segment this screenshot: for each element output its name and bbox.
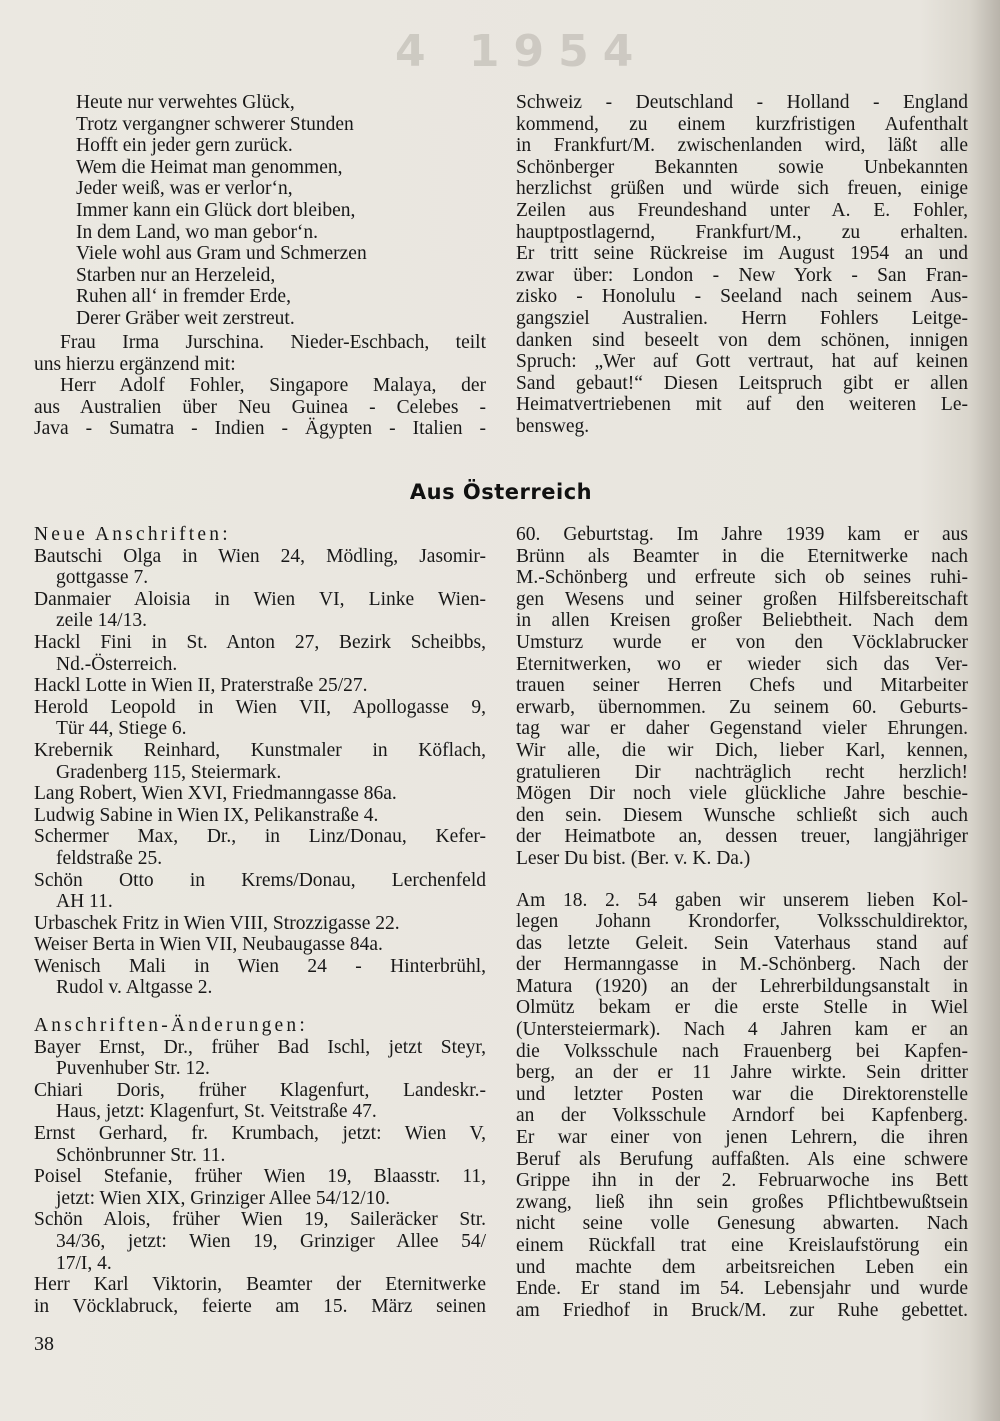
text-line: an der Volksschule Arndorf bei Kapfenberg.	[516, 1105, 968, 1127]
poem-line: Immer kann ein Glück dort bleiben,	[76, 199, 356, 221]
text-line: Spruch: „Wer auf Gott vertraut, hat auf keinen	[516, 351, 968, 373]
text-line: in allen Kreisen großer Beliebtheit. Nach dem	[516, 610, 968, 632]
intro-paragraph	[34, 332, 486, 440]
text-line: Hackl Fini in St. Anton 27, Bezirk Scheibbs,	[34, 631, 486, 653]
text-line: Danmaier Aloisia in Wien VI, Linke Wien-	[34, 588, 486, 610]
text-line: M.-Schönberg und erfreute sich ob seines ruhi-	[516, 567, 968, 589]
text-line: die Volksschule nach Frauenberg bei Kapfen-	[516, 1040, 968, 1062]
poem-line: Jeder weiß, was er verlor‘n,	[76, 178, 293, 200]
text-line: aus Australien über Neu Guinea - Celebes -	[34, 396, 486, 418]
address-entry	[34, 934, 486, 956]
text-line: 60. Geburtstag. Im Jahre 1939 kam er aus	[516, 524, 968, 545]
text-line: Poisel Stefanie, früher Wien 19, Blaasstr. 11,	[34, 1166, 486, 1188]
text-line: am Friedhof in Bruck/M. zur Ruhe gebettet.	[516, 1299, 968, 1321]
text-line: und letzter Posten war die Direktorenstelle	[516, 1083, 968, 1105]
text-line: danken sind beseelt von dem schönen, innigen	[516, 329, 968, 351]
text-line: feldstraße 25.	[56, 847, 163, 869]
new-addresses-title: Neue Anschriften:	[34, 524, 231, 545]
poem-line: Wem die Heimat man genommen,	[76, 156, 343, 178]
address-entry	[34, 783, 486, 805]
date-stamp: 4 1954	[395, 26, 648, 77]
text-line: einem Rückfall trat eine Kreislaufstörung ein	[516, 1235, 968, 1256]
text-line: das letzte Geleit. Sein Vaterhaus stand auf	[516, 932, 968, 954]
text-line: zisko - Honolulu - Seeland nach seinem Aus-	[516, 286, 968, 308]
poem-column	[76, 92, 456, 330]
fohler-column	[516, 92, 968, 438]
text-line: berg, an der er 11 Jahre wirkte. Sein dritter	[516, 1062, 968, 1084]
address-entry	[34, 956, 486, 999]
text-line: Herr Adolf Fohler, Singapore Malaya, der	[60, 375, 486, 397]
text-line: erwarb, übernommen. Zu seinem 60. Geburts-	[516, 696, 968, 718]
poem-line: Starben nur an Herzeleid,	[76, 264, 276, 286]
text-line: Lang Robert, Wien XVI, Friedmanngasse 86a.	[34, 783, 397, 805]
text-line: der Hermanngasse in M.-Schönberg. Nach der	[516, 954, 968, 976]
text-line: Schönbrunner Str. 11.	[56, 1144, 226, 1166]
section-heading-text: Aus Österreich	[409, 480, 593, 504]
poem-line: Heute nur verwehtes Glück,	[76, 92, 295, 113]
text-line: Ernst Gerhard, fr. Krumbach, jetzt: Wien V,	[34, 1123, 486, 1145]
text-line: kommend, zu einem kurzfristigen Aufenthalt	[516, 113, 968, 135]
text-line: Grippe ihn in der 2. Februarwoche ins Bett	[516, 1170, 968, 1192]
address-entry	[34, 740, 486, 783]
text-line: zeile 14/13.	[56, 610, 147, 632]
address-entry	[34, 826, 486, 869]
text-line: Beruf als Berufung auffaßten. Als eine schwere	[516, 1148, 968, 1170]
text-line: herzlichst grüßen und würde sich freuen, einige	[516, 178, 968, 200]
poem-line: In dem Land, wo man gebor‘n.	[76, 221, 319, 243]
text-line: in Frankfurt/M. zwischenlanden wird, läßt alle	[516, 135, 968, 157]
text-line: Frau Irma Jurschina. Nieder-Eschbach, teilt	[60, 332, 486, 353]
text-line: Eternitwerken, wo er wieder sich das Ver-	[516, 653, 968, 675]
text-line: gottgasse 7.	[56, 567, 149, 589]
text-line: gen Wesens und seiner großen Hilfsbereitschaft	[516, 588, 968, 610]
address-entry	[34, 632, 486, 675]
text-line: Krebernik Reinhard, Kunstmaler in Köflach,	[34, 739, 486, 761]
text-line: Zeilen aus Freundeshand unter A. E. Fohler,	[516, 199, 968, 221]
address-change-entry	[34, 1209, 486, 1274]
text-line: Java - Sumatra - Indien - Ägypten - Italien -	[34, 418, 486, 440]
address-entry	[34, 675, 486, 697]
text-line: Er war einer von jenen Lehrern, die ihren	[516, 1127, 968, 1149]
text-line: Mögen Dir noch viele glückliche Jahre beschie-	[516, 783, 968, 805]
text-line: Olmütz bekam er die erste Stelle in Wiel	[516, 997, 968, 1019]
text-line: Chiari Doris, früher Klagenfurt, Landeskr.-	[34, 1079, 486, 1101]
text-line: Sand gebaut!“ Diesen Leitspruch gibt er allen	[516, 372, 968, 394]
text-line: Er tritt seine Rückreise im August 1954 an und	[516, 243, 968, 265]
text-line: tag war er daher Gegenstand vieler Ehrungen.	[516, 718, 968, 740]
text-line: zwar über: London - New York - San Fran-	[516, 264, 968, 286]
text-line: legen Johann Krondorfer, Volksschuldirektor,	[516, 911, 968, 933]
text-line: nicht seine volle Genesung abwarten. Nach	[516, 1213, 968, 1235]
text-line: jetzt: Wien XIX, Grinziger Allee 54/12/10.	[56, 1187, 391, 1209]
text-line: Gradenberg 115, Steiermark.	[56, 761, 282, 783]
poem-line: Hofft ein jeder gern zurück.	[76, 135, 293, 157]
text-line: Ludwig Sabine in Wien IX, Pelikanstraße 4.	[34, 804, 379, 826]
text-line: in Vöcklabruck, feierte am 15. März seinen	[34, 1295, 486, 1317]
text-line: Hackl Lotte in Wien II, Praterstraße 25/27.	[34, 675, 368, 697]
text-line: Herold Leopold in Wien VII, Apollogasse 9,	[34, 696, 486, 718]
text-line: Brünn als Beamter in die Eternitwerke nach	[516, 545, 968, 567]
text-line: bensweg.	[516, 415, 590, 437]
krondorfer-paragraph	[516, 890, 968, 1322]
section-heading	[0, 480, 1000, 504]
address-entry	[34, 697, 486, 740]
page-number: 38	[34, 1333, 54, 1355]
address-entry	[34, 589, 486, 632]
text-line: Herr Karl Viktorin, Beamter der Eternitwerke	[34, 1274, 486, 1296]
text-line: Haus, jetzt: Klagenfurt, St. Veitstraße 47.	[56, 1101, 377, 1123]
text-line: Schönberger Bekannten sowie Unbekannten	[516, 156, 968, 178]
text-line: Tür 44, Stiege 6.	[56, 718, 187, 740]
text-line: und machte dem arbeitsreichen Leben ein	[516, 1256, 968, 1278]
text-line: Am 18. 2. 54 gaben wir unserem lieben Kol-	[516, 889, 968, 911]
poem-line: Ruhen all‘ in fremder Erde,	[76, 286, 291, 308]
text-line: Wir alle, die wir Dich, lieber Karl, kennen,	[516, 739, 968, 761]
text-line: gangsziel Australien. Herrn Fohlers Leitge-	[516, 307, 968, 329]
text-line: hauptpostlagernd, Frankfurt/M., zu erhalten.	[516, 221, 968, 243]
address-change-entry	[34, 1080, 486, 1123]
address-entry	[34, 546, 486, 589]
poem-line: Trotz vergangner schwerer Stunden	[76, 113, 354, 135]
address-entry	[34, 870, 486, 913]
text-line: Bautschi Olga in Wien 24, Mödling, Jasomir-	[34, 545, 486, 567]
text-line: Bayer Ernst, Dr., früher Bad Ischl, jetzt Steyr,	[34, 1036, 486, 1058]
text-line: Schön Otto in Krems/Donau, Lerchenfeld	[34, 869, 486, 891]
text-line: den sein. Diesem Wunsche schließt sich auch	[516, 804, 968, 826]
text-line: Umsturz wurde er von den Vöcklabrucker	[516, 631, 968, 653]
text-line: Wenisch Mali in Wien 24 - Hinterbrühl,	[34, 955, 486, 977]
poem-line: Derer Gräber weit zerstreut.	[76, 307, 295, 329]
address-entry	[34, 913, 486, 935]
text-line: gratulieren Dir nachträglich recht herzlich!	[516, 761, 968, 783]
text-line: (Untersteiermark). Nach 4 Jahren kam er an	[516, 1019, 968, 1041]
address-changes-title: Anschriften-Änderungen:	[34, 1015, 308, 1037]
address-change-entry	[34, 1123, 486, 1166]
text-line: Rudol v. Altgasse 2.	[56, 977, 213, 999]
text-line: Heimatvertriebenen mit auf den weiteren Le-	[516, 394, 968, 416]
text-line: Weiser Berta in Wien VII, Neubaugasse 84a.	[34, 934, 383, 956]
text-line: trauen seiner Herren Chefs und Mitarbeiter	[516, 675, 968, 697]
text-line: AH 11.	[56, 891, 113, 913]
address-change-entry	[34, 1037, 486, 1080]
address-change-entry	[34, 1166, 486, 1209]
poem-line: Viele wohl aus Gram und Schmerzen	[76, 243, 367, 265]
viktorin-paragraph	[516, 524, 968, 870]
address-entry	[34, 805, 486, 827]
text-line: Matura (1920) an der Lehrerbildungsanstalt in	[516, 975, 968, 997]
text-line: Nd.-Österreich.	[56, 653, 178, 675]
text-line: Ende. Er stand im 54. Lebensjahr und wurde	[516, 1278, 968, 1300]
addresses-column	[34, 524, 486, 1317]
articles-column	[516, 524, 968, 1321]
text-line: Schermer Max, Dr., in Linz/Donau, Kefer-	[34, 826, 486, 848]
text-line: Urbaschek Fritz in Wien VIII, Strozzigasse 22.	[34, 912, 400, 934]
text-line: 17/I, 4.	[56, 1252, 112, 1274]
text-line: Leser Du bist. (Ber. v. K. Da.)	[516, 847, 751, 869]
text-line: Schweiz - Deutschland - Holland - England	[516, 92, 968, 113]
text-line: Schön Alois, früher Wien 19, Saileräcker Str.	[34, 1209, 486, 1231]
text-line: Puvenhuber Str. 12.	[56, 1058, 210, 1080]
text-line: zwang, ließ ihn sein großes Pflichtbewußtsein	[516, 1191, 968, 1213]
text-line: der Heimatbote an, dessen treuer, langjähriger	[516, 826, 968, 848]
text-line: 34/36, jetzt: Wien 19, Grinziger Allee 54/	[56, 1231, 486, 1252]
text-line: uns hierzu ergänzend mit:	[34, 353, 236, 375]
